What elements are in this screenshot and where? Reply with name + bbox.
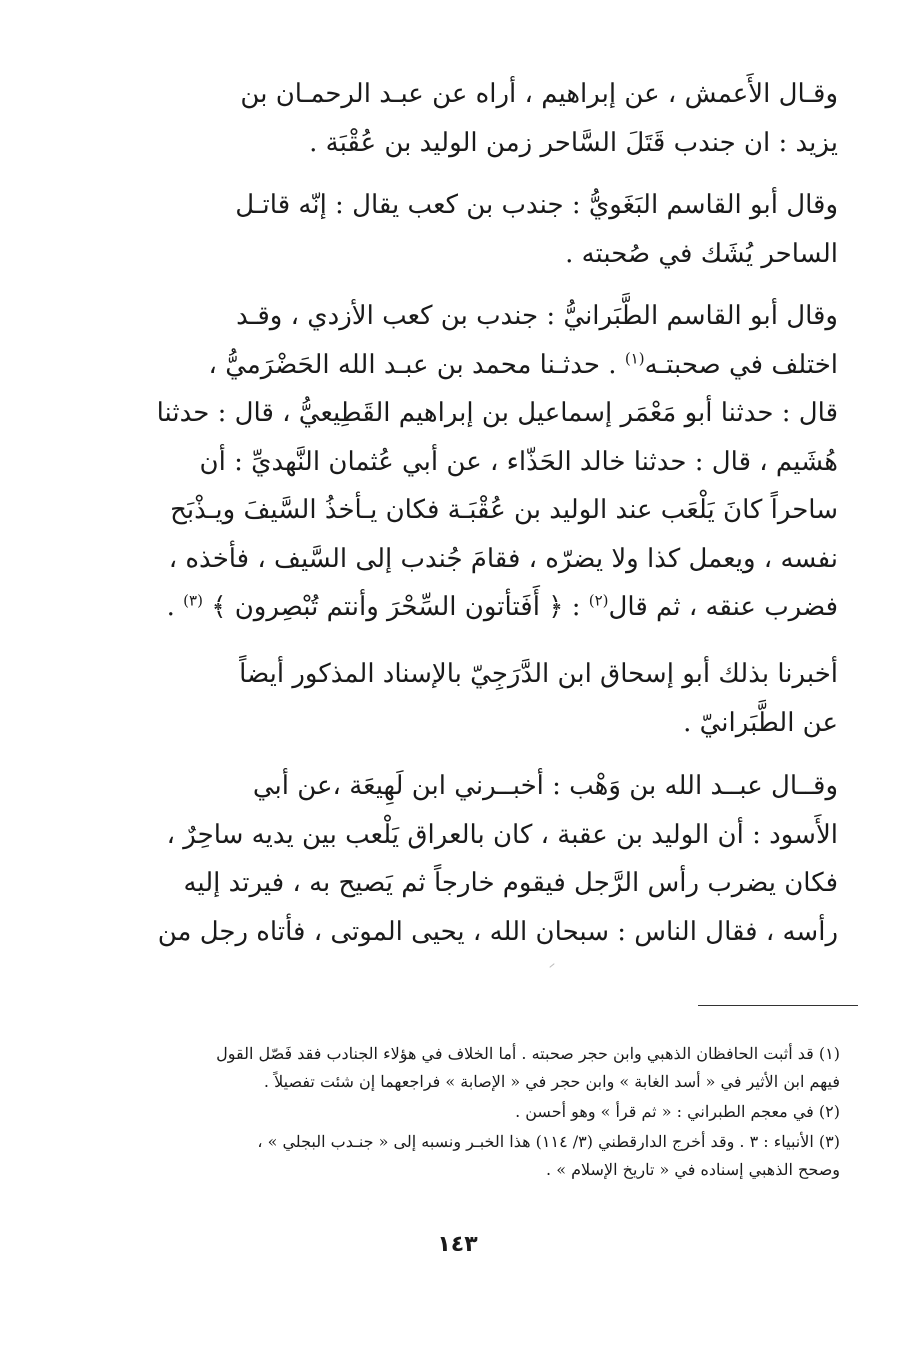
footnote-line: (٢) في معجم الطبراني : « ثم قرأ » وهو أحسن . (515, 1102, 840, 1121)
text-line: يزيد : ان جندب قَتَلَ السَّاحر زمن الوليد بن عُقْبَة . (309, 127, 838, 158)
text-segment: . (166, 592, 175, 622)
paragraph-3 (148, 292, 838, 632)
text-line: هُشَيم ، قال : حدثنا خالد الحَذّاء ، عن أبي عُثمان النَّهديِّ : أن (199, 446, 838, 477)
text-line: فكان يضرب رأس الرَّجل فيقوم خارجاً ثم يَصيح به ، فيرتد إليه (183, 868, 838, 898)
footnote-line: (١) قد أثبت الحافظان الذهبي وابن حجر صحبته . أما الخلاف في هؤلاء الجنادب فقد فَصّل القول (216, 1044, 840, 1063)
footnote-line: وصحح الذهبي إسناده في « تاريخ الإسلام » . (546, 1160, 840, 1179)
text-line: قال : حدثنا أبو مَعْمَر إسماعيل بن إبراهيم القَطِيعيُّ ، قال : حدثنا (156, 398, 838, 428)
page-number: ١٤٣ (437, 1232, 478, 1257)
text-line: أخبرنا بذلك أبو إسحاق ابن الدَّرَجِيّ بالإسناد المذكور أيضاً (239, 659, 838, 689)
text-line: نفسه ، ويعمل كذا ولا يضرّه ، فقامَ جُندب إلى السَّيف ، فأخذه ، (168, 543, 838, 574)
quran-quote: : ﴿ أَفَتأتون السِّحْرَ وأنتم تُبْصِرون ﴾ (211, 592, 581, 622)
footnote-ref-3[interactable]: (٣) (183, 591, 203, 610)
scan-speck (549, 963, 554, 968)
text-line: عن الطَّبَرانيّ . (683, 707, 838, 738)
paragraph-5 (148, 762, 838, 956)
footnote-line: (٣) الأنبياء : ٣ . وقد أخرج الدارقطني (٣/ ١١٤) هذا الخبـر ونسبه إلى « جنـدب البجلي » ، (257, 1132, 840, 1151)
footnote-2 (150, 1098, 840, 1126)
footnote-ref-1[interactable]: (١) (624, 348, 645, 367)
text-line: وقــال عبــد الله بن وَهْب : أخبــرني ابن لَهِيعَة ،عن أبي (252, 771, 838, 801)
text-line: وقال أبو القاسم البَغَويُّ : جندب بن كعب يقال : إنّه قاتـل (235, 190, 838, 220)
text-line (148, 341, 838, 390)
paragraph-1 (148, 70, 838, 167)
text-line: رأسه ، فقال الناس : سبحان الله ، يحيى الموتى ، فأتاه رجل من (157, 916, 838, 947)
footnote-ref-2[interactable]: (٢) (588, 591, 609, 610)
text-line: وقـال الأَعمش ، عن إبراهيم ، أراه عن عبـد الرحمـان بن (240, 79, 838, 109)
paragraph-2 (148, 181, 838, 278)
text-segment: . حدثـنا محمد بن عبـد الله الحَضْرَميُّ ، (208, 349, 617, 380)
footnote-divider (698, 1005, 858, 1006)
text-segment: اختلف في صحبتـه (644, 349, 838, 380)
text-line: وقال أبو القاسم الطَّبَرانيُّ : جندب بن كعب الأزدي ، وقـد (236, 301, 838, 331)
text-line (148, 583, 838, 632)
footnote-3 (150, 1128, 840, 1184)
text-segment: فضرب عنقه ، ثم قال (608, 592, 838, 622)
footnote-line: فيهم ابن الأثير في « أسد الغابة » وابن حجر في « الإصابة » فراجعهما إن شئت تفصيلاً . (263, 1072, 840, 1091)
footnotes (150, 1040, 840, 1186)
text-line: ساحراً كانَ يَلْعَب عند الوليد بن عُقْبَـة فكان يـأخذُ السَّيفَ ويـذْبَح (170, 495, 838, 525)
paragraph-4 (148, 650, 838, 747)
text-line: الأَسود : أن الوليد بن عقبة ، كان بالعراق يَلْعب بين يديه ساحِرٌ ، (166, 819, 838, 850)
footnote-1 (150, 1040, 840, 1096)
text-line: الساحر يُشَك في صُحبته . (565, 238, 838, 269)
